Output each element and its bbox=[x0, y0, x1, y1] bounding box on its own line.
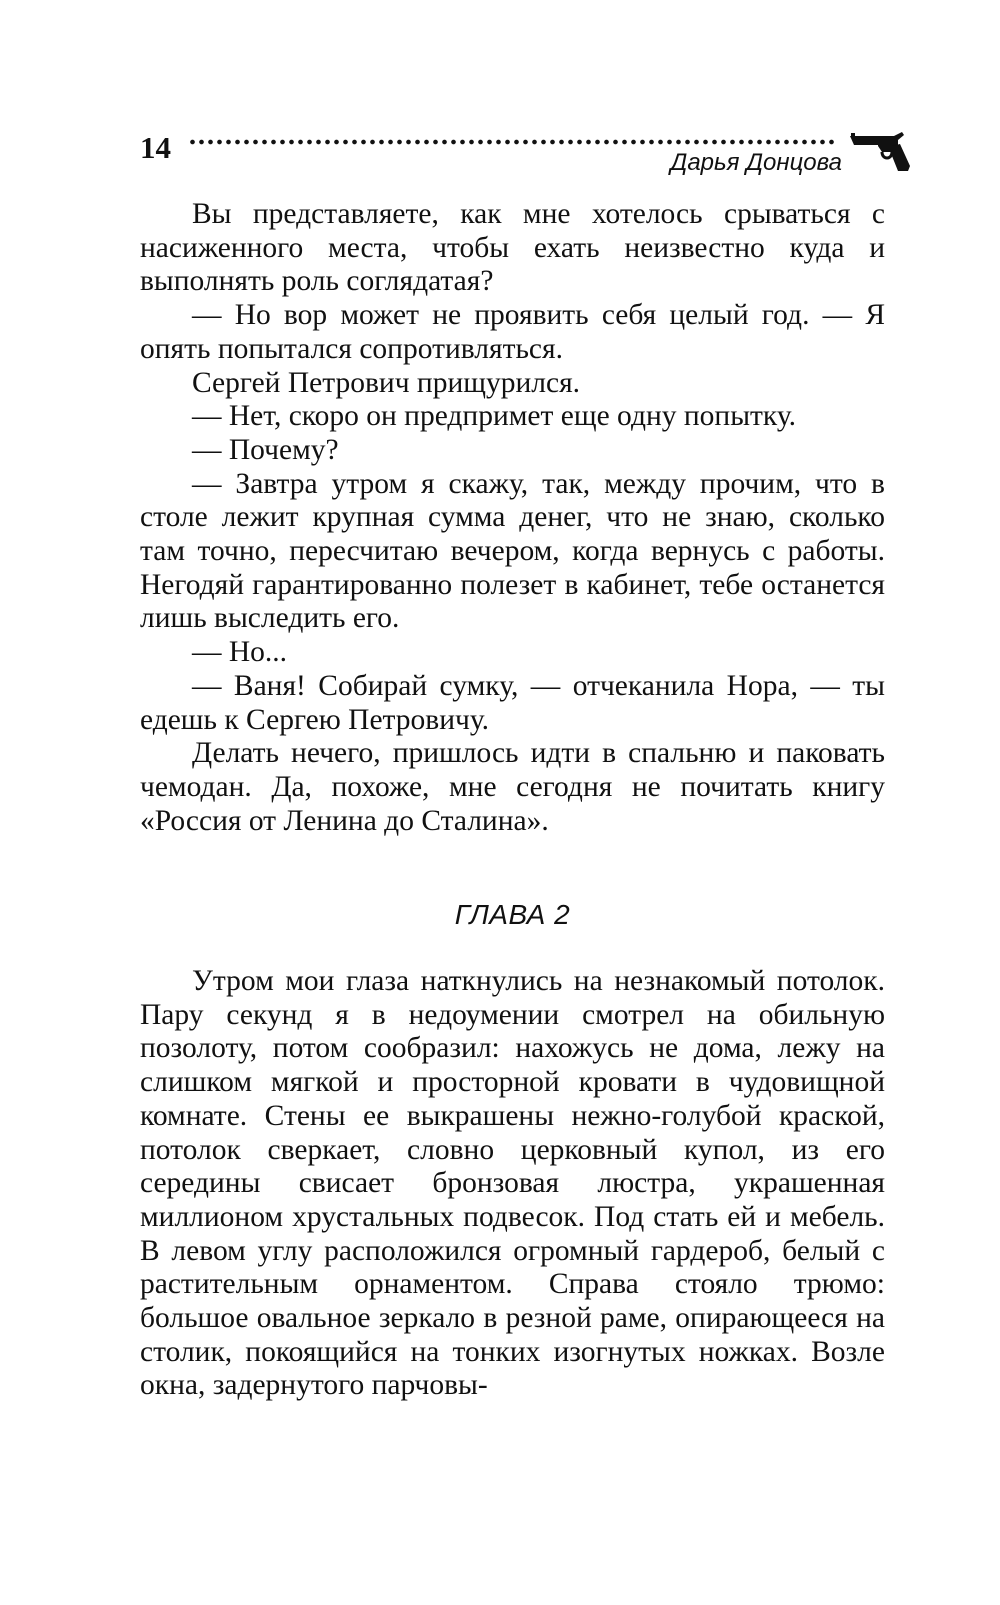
revolver-icon bbox=[848, 132, 910, 172]
paragraph: Вы представляете, как мне хотелось срываться с насиженного места, чтобы ехать неизвестно куда и выполнять роль соглядатая? bbox=[140, 198, 885, 298]
paragraph: Утром мои глаза наткнулись на незнакомый потолок. Пару секунд я в недоумении смотрел на обильную позолоту, потом сообразил: нахожусь не дома, лежу на слишком мягкой и просторной кровати в чудовищной комнате. Стены ее выкрашены нежно-голубой краской, потолок сверкает, словно церковный купол, из его середины свисает бронзовая люстра, украшенная миллионом хрустальных подвесок. Под стать ей и мебель. В левом углу расположился огромный гардероб, белый с растительным орнаментом. Справа стояло трюмо: большое овальное зеркало в резной раме, опирающееся на столик, покоящийся на тонких изогнутых ножках. Возле окна, задернутого парчовы- bbox=[140, 965, 885, 1402]
paragraph: Сергей Петрович прищурился. bbox=[192, 366, 581, 399]
paragraph: — Нет, скоро он предпримет еще одну попытку. bbox=[192, 400, 796, 433]
paragraph: — Но вор может не проявить себя целый год. — Я опять попытался сопротивляться. bbox=[140, 299, 885, 365]
paragraph: — Ваня! Собирай сумку, — отчеканила Нора, — ты едешь к Сергею Петровичу. bbox=[140, 669, 885, 736]
chapter-title: ГЛАВА 2 bbox=[454, 899, 571, 930]
paragraph: — Но... bbox=[192, 636, 288, 669]
text-block-bottom bbox=[140, 965, 885, 1403]
page-number: 14 bbox=[140, 130, 171, 165]
paragraph: Делать нечего, пришлось идти в спальню и паковать чемодан. Да, похоже, мне сегодня не почитать книгу «Россия от Ленина до Сталина». bbox=[140, 737, 885, 837]
page-header bbox=[140, 118, 910, 198]
paragraph: — Почему? bbox=[192, 433, 339, 466]
paragraph: — Завтра утром я скажу, так, между прочим, что в столе лежит крупная сумма денег, что не знаю, сколько там точно, пересчитаю вечером, когда вернусь с работы. Негодяй гарантированно полезет в кабинет, тебе останется лишь выследить его. bbox=[140, 467, 885, 635]
text-block-top bbox=[140, 198, 885, 838]
running-head-author: Дарья Донцова bbox=[670, 149, 842, 176]
dotted-rule bbox=[188, 138, 838, 146]
